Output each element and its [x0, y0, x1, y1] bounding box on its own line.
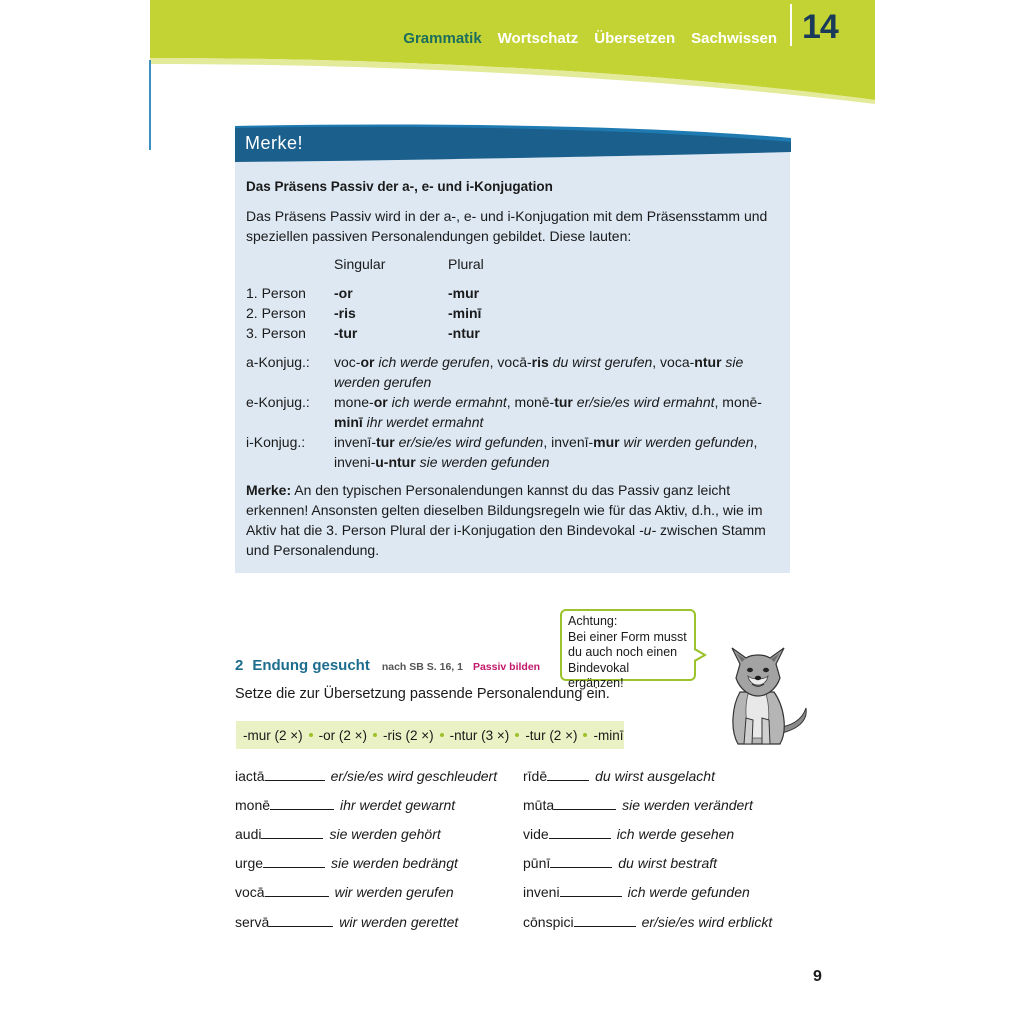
- page-number: 9: [813, 968, 822, 985]
- merke-intro: Das Präsens Passiv wird in der a-, e- und i-Konjugation mit dem Präsensstamm und speziellen passiven Personalendungen gebildet. Diese lauten:: [246, 208, 768, 244]
- ending-plural: -minī: [448, 305, 482, 321]
- example-label: a-Konjug.:: [246, 354, 310, 370]
- latin-stem: cōnspici: [523, 914, 574, 930]
- ending-blank[interactable]: [550, 853, 612, 868]
- ending-plural: -mur: [448, 285, 480, 301]
- exercise-item: [523, 853, 717, 871]
- ending-blank[interactable]: [265, 882, 329, 897]
- exercise-item: [235, 824, 441, 842]
- german-translation: ihr werdet gewarnt: [340, 797, 456, 813]
- nav-wortschatz[interactable]: Wortschatz: [497, 30, 579, 47]
- exercise-item: [235, 882, 454, 900]
- exercise-header: [235, 657, 540, 674]
- example-stem: , monē-: [714, 394, 762, 410]
- merke-title: Merke!: [245, 133, 304, 153]
- latin-stem: servā: [235, 914, 270, 930]
- chapter-number: 14: [802, 8, 838, 46]
- german-translation: ich werde gefunden: [627, 884, 750, 900]
- ending-singular: -ris: [334, 305, 356, 321]
- hint-line: Achtung:: [568, 614, 618, 628]
- ending-singular: -or: [334, 285, 353, 301]
- ending-singular: -tur: [334, 325, 358, 341]
- example-translation: sie werden gefunden: [419, 454, 550, 470]
- example-ending: tur: [554, 394, 573, 410]
- ending-word-bank: [236, 721, 624, 749]
- merke-note-emphasis: -u-: [639, 522, 657, 538]
- example-stem: , vocā-: [489, 354, 532, 370]
- word-bank-item: -minī: [593, 727, 624, 743]
- ending-person: 3. Person: [246, 325, 306, 341]
- german-translation: sie werden verändert: [622, 797, 753, 813]
- example-translation: er/sie/es wird ermahnt: [576, 394, 715, 410]
- latin-stem: inveni: [523, 884, 560, 900]
- ending-row: [246, 303, 781, 323]
- hint-line: Bei einer Form musst: [568, 629, 687, 644]
- example-stem: , inveni-: [334, 434, 758, 470]
- german-translation: du wirst ausgelacht: [595, 768, 715, 784]
- exercise-item: [523, 882, 750, 900]
- ending-person: 2. Person: [246, 305, 306, 321]
- hint-line: du auch noch einen: [568, 645, 678, 659]
- latin-stem: urge: [235, 855, 264, 871]
- latin-stem: vide: [523, 826, 549, 842]
- example-i-konjugation: [246, 432, 781, 472]
- example-translation: er/sie/es wird gefunden: [398, 434, 544, 450]
- ending-plural: -ntur: [448, 325, 480, 341]
- wolf-illustration: [718, 634, 810, 750]
- example-ending: ntur: [694, 354, 722, 370]
- exercise-number: 2: [235, 657, 244, 674]
- ending-blank[interactable]: [265, 766, 325, 781]
- german-translation: er/sie/es wird geschleudert: [330, 768, 498, 784]
- merke-banner-shape: [235, 122, 791, 164]
- example-translation: ich werde gerufen: [378, 354, 490, 370]
- hint-line: Bindevokal ergänzen!: [568, 660, 630, 690]
- ending-person: 1. Person: [246, 285, 306, 301]
- ending-table-header: [246, 254, 781, 274]
- nav-uebersetzen[interactable]: Übersetzen: [594, 30, 676, 47]
- latin-stem: pūnī: [523, 855, 551, 871]
- german-translation: er/sie/es wird erblickt: [641, 914, 773, 930]
- example-label: i-Konjug.:: [246, 434, 306, 450]
- example-stem: , invenī-: [543, 434, 594, 450]
- example-stem: voc-: [334, 354, 361, 370]
- latin-stem: rīdē: [523, 768, 548, 784]
- section-nav: [403, 30, 777, 47]
- exercise-title: Endung gesucht: [252, 657, 370, 674]
- exercise-item: [523, 795, 753, 813]
- ending-blank[interactable]: [554, 795, 616, 810]
- example-ending: mur: [593, 434, 620, 450]
- ending-blank[interactable]: [263, 853, 325, 868]
- example-text: [334, 352, 781, 392]
- example-stem: invenī-: [334, 434, 377, 450]
- exercise-item: [523, 766, 715, 784]
- example-ending: minī: [334, 414, 363, 430]
- example-stem: mone-: [334, 394, 374, 410]
- german-translation: wir werden gerufen: [334, 884, 454, 900]
- exercise-item: [523, 824, 734, 842]
- example-ending: or: [373, 394, 388, 410]
- ending-blank[interactable]: [560, 882, 622, 897]
- latin-stem: vocā: [235, 884, 265, 900]
- latin-stem: monē: [235, 797, 271, 813]
- example-text: [334, 392, 781, 432]
- bullet-dot-icon: [373, 733, 377, 737]
- merke-content: [246, 177, 781, 568]
- exercise-item: [523, 912, 772, 930]
- exercise-item: [235, 912, 458, 930]
- exercise-tag: Passiv bilden: [472, 661, 541, 673]
- bullet-dot-icon: [515, 733, 519, 737]
- ending-blank[interactable]: [269, 912, 333, 927]
- ending-row: [246, 323, 781, 343]
- merke-note: [246, 480, 781, 560]
- german-translation: ich werde gesehen: [616, 826, 735, 842]
- example-text: [334, 432, 781, 472]
- example-translation: ihr werdet ermahnt: [366, 414, 484, 430]
- example-ending: or: [360, 354, 375, 370]
- col-singular: Singular: [334, 256, 386, 272]
- exercise-item: [235, 766, 497, 784]
- example-ending: ris: [531, 354, 549, 370]
- example-e-konjugation: [246, 392, 781, 432]
- ending-blank[interactable]: [261, 824, 323, 839]
- latin-stem: iactā: [235, 768, 265, 784]
- german-translation: wir werden gerettet: [339, 914, 459, 930]
- nav-grammatik[interactable]: Grammatik: [403, 30, 482, 47]
- word-bank-item: -or (2 ×): [318, 727, 368, 743]
- example-stem: , monē-: [506, 394, 555, 410]
- german-translation: sie werden gehört: [329, 826, 441, 842]
- example-a-konjugation: [246, 352, 781, 392]
- example-translation: du wirst gerufen: [552, 354, 653, 370]
- ending-blank[interactable]: [270, 795, 334, 810]
- example-translation: ich werde ermahnt: [391, 394, 507, 410]
- merke-note-text: An den typischen Personalendungen kannst du das Passiv ganz leicht erkennen! Ansonsten gelten dieselben Bildungsregeln wie für das Aktiv, d.h., wie im Aktiv hat die 3. Person Plural der i-Konjugation den Bindevokal: [246, 482, 763, 538]
- hint-speech-bubble: [560, 609, 696, 690]
- merke-note-label: Merke:: [246, 482, 292, 498]
- word-bank-item: -tur (2 ×): [525, 727, 578, 743]
- left-margin-rule: [149, 60, 151, 150]
- german-translation: sie werden bedrängt: [331, 855, 458, 871]
- speech-bubble-tail-inner: [694, 650, 703, 660]
- example-ending: tur: [376, 434, 395, 450]
- bullet-dot-icon: [583, 733, 587, 737]
- ending-blank[interactable]: [549, 824, 611, 839]
- bullet-dot-icon: [309, 733, 313, 737]
- word-bank-item: -ris (2 ×): [383, 727, 434, 743]
- exercise-item: [235, 853, 458, 871]
- latin-stem: mūta: [523, 797, 555, 813]
- ending-row: [246, 283, 781, 303]
- header-band-shape: [150, 0, 875, 104]
- col-plural: Plural: [448, 256, 484, 272]
- example-stem: , voca-: [652, 354, 695, 370]
- merke-banner: [235, 122, 791, 164]
- german-translation: du wirst bestraft: [618, 855, 718, 871]
- merke-heading: Das Präsens Passiv der a-, e- und i-Konjugation: [246, 179, 553, 194]
- chapter-separator: [790, 4, 792, 46]
- word-bank-item: -ntur (3 ×): [449, 727, 510, 743]
- example-label: e-Konjug.:: [246, 394, 310, 410]
- bullet-dot-icon: [440, 733, 444, 737]
- ending-blank[interactable]: [574, 912, 636, 927]
- nav-sachwissen[interactable]: Sachwissen: [691, 30, 777, 47]
- exercise-reference: nach SB S. 16, 1: [381, 661, 463, 673]
- example-ending: u-ntur: [375, 454, 416, 470]
- example-translation: wir werden gefunden: [623, 434, 754, 450]
- word-bank-item: -mur (2 ×): [243, 727, 303, 743]
- latin-stem: audi: [235, 826, 262, 842]
- exercise-item: [235, 795, 455, 813]
- merke-note-text: zwischen Stamm und Personalendung.: [246, 522, 766, 558]
- example-translation: sie werden gerufen: [334, 354, 744, 390]
- exercise-instruction: Setze die zur Übersetzung passende Personalendung ein.: [235, 686, 610, 702]
- header-band: [150, 0, 875, 104]
- ending-blank[interactable]: [547, 766, 589, 781]
